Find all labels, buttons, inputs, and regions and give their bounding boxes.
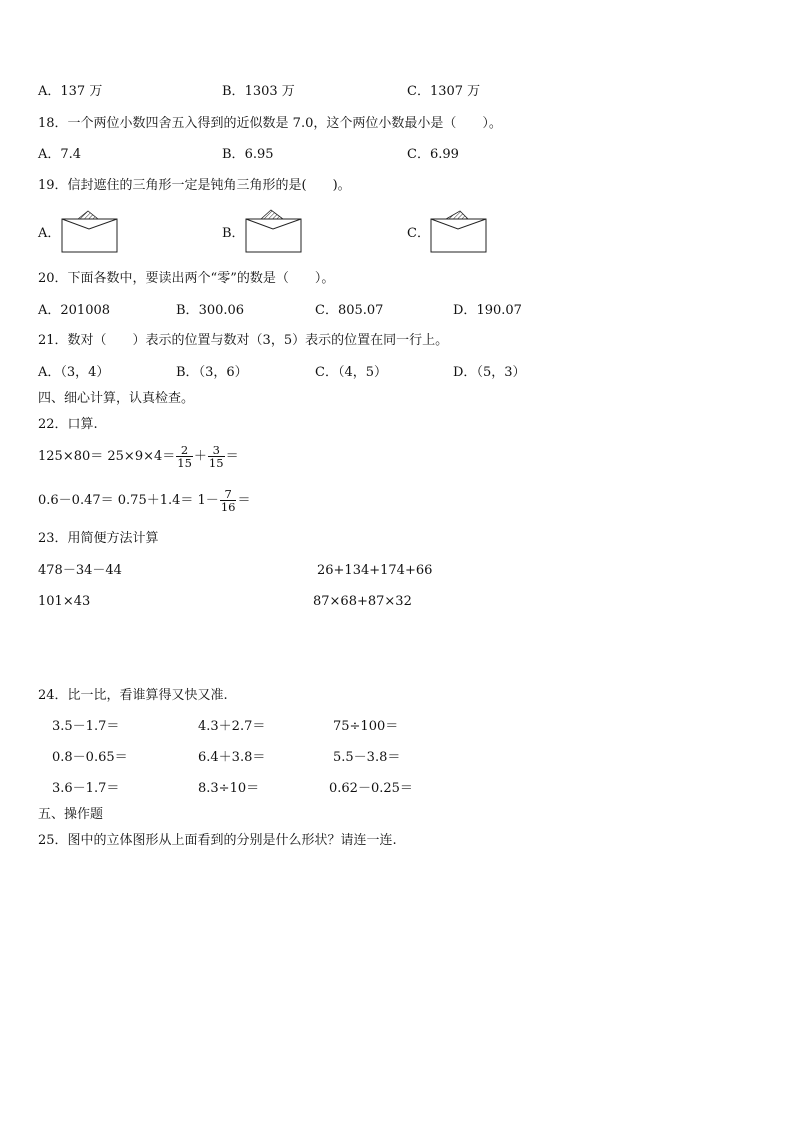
plus-sign: ＋ bbox=[193, 448, 207, 464]
q21-question: 21．数对（ ）表示的位置与数对（3，5）表示的位置在同一行上。 bbox=[38, 333, 449, 348]
q18-option-a[interactable] bbox=[38, 147, 81, 163]
q19-option-b-letter[interactable]: B． bbox=[222, 226, 245, 241]
q20-question: 20．下面各数中，要读出两个“零”的数是（ ）。 bbox=[38, 271, 335, 286]
option-letter: C． bbox=[315, 303, 338, 318]
option-letter: D． bbox=[453, 365, 477, 380]
option-text: 805.07 bbox=[337, 303, 384, 318]
expr-0.75+1.4: 0.75＋1.4＝ bbox=[117, 492, 194, 508]
q19-option-a-letter[interactable]: A． bbox=[38, 226, 61, 241]
q24-expr-2: 4.3＋2.7＝ bbox=[198, 719, 266, 734]
q22-title: 22．口算. bbox=[38, 417, 98, 432]
option-text: 7.4 bbox=[60, 147, 82, 162]
q21-option-c[interactable] bbox=[315, 365, 387, 381]
option-text: （3，6） bbox=[198, 365, 248, 380]
q22-row-2 bbox=[38, 488, 250, 513]
option-letter: B． bbox=[222, 84, 245, 99]
q21-option-b[interactable] bbox=[176, 365, 248, 381]
option-text: 1307 万 bbox=[429, 84, 481, 99]
q23-title: 23．用简便方法计算 bbox=[38, 531, 159, 546]
q20-option-c[interactable] bbox=[315, 303, 383, 319]
q24-expr-7: 3.6－1.7＝ bbox=[52, 781, 120, 796]
q20-option-d[interactable] bbox=[453, 303, 522, 319]
fraction-2-15: $\frac{2}{15}$ bbox=[177, 443, 192, 470]
option-letter: B． bbox=[222, 147, 245, 162]
q20-option-b[interactable] bbox=[176, 303, 244, 319]
q24-expr-6: 5.5－3.8＝ bbox=[333, 750, 401, 765]
option-text: 1303 万 bbox=[244, 84, 295, 99]
q23-expr-4: 87×68+87×32 bbox=[313, 594, 412, 609]
q19-question: 19．信封遮住的三角形一定是钝角三角形的是( )。 bbox=[38, 178, 351, 193]
option-letter: C． bbox=[407, 147, 430, 162]
q24-expr-4: 0.8－0.65＝ bbox=[52, 750, 128, 765]
expr-25x9x4: 25×9×4＝ bbox=[107, 448, 176, 464]
envelope-obtuse-triangle-icon[interactable] bbox=[430, 208, 488, 254]
q21-option-a[interactable] bbox=[38, 365, 109, 381]
q22-row-1 bbox=[38, 444, 239, 469]
option-text: 201008 bbox=[60, 303, 111, 318]
option-text: （5，3） bbox=[476, 365, 526, 380]
q23-expr-1: 478－34－44 bbox=[38, 563, 122, 578]
expr-125x80: 125×80＝ bbox=[38, 448, 104, 464]
option-text: 190.07 bbox=[476, 303, 522, 318]
q18-option-b[interactable] bbox=[222, 147, 274, 163]
q21-option-d[interactable] bbox=[453, 365, 525, 381]
option-letter: C． bbox=[315, 365, 338, 380]
q19-option-c-letter[interactable]: C． bbox=[407, 226, 430, 241]
option-letter: D． bbox=[453, 303, 477, 318]
option-letter: A． bbox=[38, 147, 61, 162]
q24-expr-9: 0.62－0.25＝ bbox=[329, 781, 413, 796]
q24-title: 24．比一比，看谁算得又快又准. bbox=[38, 688, 228, 703]
fraction-3-15: $\frac{3}{15}$ bbox=[208, 443, 224, 470]
q24-expr-8: 8.3÷10＝ bbox=[198, 781, 260, 796]
q23-expr-3: 101×43 bbox=[38, 594, 91, 609]
expr-0.6-0.47: 0.6－0.47＝ bbox=[38, 492, 114, 508]
option-text: 6.99 bbox=[429, 147, 459, 162]
option-text: 6.95 bbox=[244, 147, 274, 162]
q24-expr-1: 3.5－1.7＝ bbox=[52, 719, 120, 734]
option-letter: B． bbox=[176, 365, 199, 380]
q17-option-c[interactable] bbox=[407, 84, 480, 100]
equals-sign: ＝ bbox=[225, 448, 239, 464]
option-text: 300.06 bbox=[198, 303, 245, 318]
option-letter: C． bbox=[407, 84, 430, 99]
q18-question: 18．一个两位小数四舍五入得到的近似数是 7.0，这个两位小数最小是（ ）。 bbox=[38, 116, 502, 131]
option-letter: A． bbox=[38, 303, 61, 318]
section-five-heading: 五、操作题 bbox=[38, 807, 104, 822]
q17-option-a[interactable] bbox=[38, 84, 102, 100]
option-text: （3，4） bbox=[60, 365, 110, 380]
q17-option-b[interactable] bbox=[222, 84, 295, 100]
equals-sign: ＝ bbox=[237, 492, 251, 508]
option-text: （4，5） bbox=[337, 365, 387, 380]
option-letter: A． bbox=[38, 84, 61, 99]
q18-option-c[interactable] bbox=[407, 147, 459, 163]
q25-question: 25．图中的立体图形从上面看到的分别是什么形状？请连一连. bbox=[38, 833, 397, 848]
envelope-right-triangle-icon[interactable] bbox=[245, 208, 303, 254]
envelope-acute-triangle-icon[interactable] bbox=[61, 208, 119, 254]
option-text: 137 万 bbox=[60, 84, 103, 99]
fraction-7-16: $\frac{7}{16}$ bbox=[220, 487, 236, 514]
section-four-heading: 四、细心计算，认真检查。 bbox=[38, 391, 195, 406]
q20-option-a[interactable] bbox=[38, 303, 110, 319]
option-letter: A． bbox=[38, 365, 61, 380]
option-letter: B． bbox=[176, 303, 199, 318]
q24-expr-5: 6.4＋3.8＝ bbox=[198, 750, 266, 765]
q23-expr-2: 26+134+174+66 bbox=[317, 563, 433, 578]
q24-expr-3: 75÷100＝ bbox=[333, 719, 399, 734]
expr-1-minus: 1－ bbox=[197, 492, 219, 508]
